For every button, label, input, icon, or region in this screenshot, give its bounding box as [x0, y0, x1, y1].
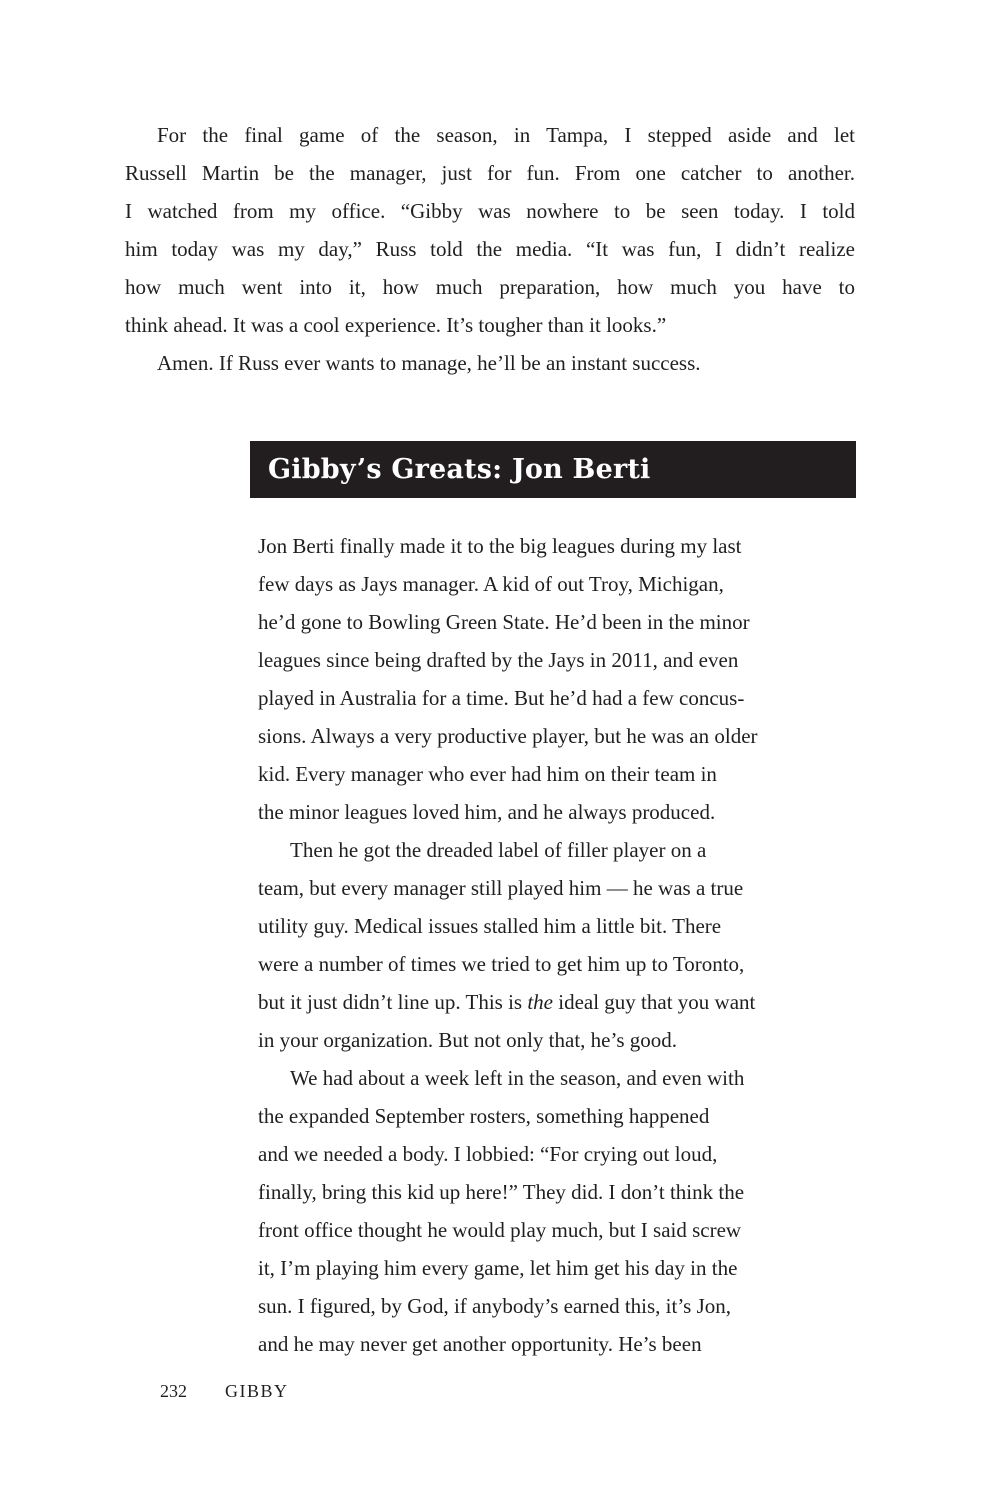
text-line: he’d gone to Bowling Green State. He’d been in the minor — [258, 610, 750, 634]
text-line: played in Australia for a time. But he’d had a few concus- — [258, 686, 745, 710]
text-line: him today was my day,” Russ told the media. “It was fun, I didn’t realize — [125, 237, 855, 261]
text-line: front office thought he would play much, but I said screw — [258, 1218, 742, 1242]
text-line: and he may never get another opportunity. He’s been — [258, 1332, 702, 1356]
text-line: kid. Every manager who ever had him on their team in — [258, 762, 717, 786]
text-line: how much went into it, how much preparation, how much you have to — [125, 275, 855, 299]
text-line: few days as Jays manager. A kid of out Troy, Michigan, — [258, 572, 724, 596]
text-line: I watched from my office. “Gibby was nowhere to be seen today. I told — [125, 199, 855, 223]
page-number: 232 — [160, 1381, 187, 1401]
text-line: Amen. If Russ ever wants to manage, he’ll be an instant success. — [157, 351, 701, 375]
text-line: For the final game of the season, in Tampa, I stepped aside and let — [157, 123, 855, 147]
text-line: and we needed a body. I lobbied: “For crying out loud, — [258, 1142, 718, 1166]
greats-paragraph-3 — [258, 1059, 898, 1363]
greats-paragraph-2 — [258, 831, 898, 1059]
book-title: GIBBY — [225, 1381, 289, 1401]
text-line: in your organization. But not only that, he’s good. — [258, 1028, 677, 1052]
text-line: leagues since being drafted by the Jays in 2011, and even — [258, 648, 739, 672]
text-line: finally, bring this kid up here!” They did. I don’t think the — [258, 1180, 745, 1204]
greats-text-block — [258, 527, 898, 1363]
text-line: We had about a week left in the season, and even with — [290, 1066, 745, 1090]
intro-paragraph-2 — [125, 344, 855, 382]
text-line: team, but every manager still played him — he was a true — [258, 876, 744, 900]
text-line: utility guy. Medical issues stalled him a little bit. There — [258, 914, 722, 938]
page-footer — [160, 1381, 289, 1402]
text-line: Russell Martin be the manager, just for fun. From one catcher to another. — [125, 161, 855, 185]
section-heading-banner — [250, 441, 856, 498]
section-heading: Gibby’s Greats: Jon Berti — [268, 454, 651, 485]
text-line: were a number of times we tried to get him up to Toronto, — [258, 952, 745, 976]
text-line: sions. Always a very productive player, but he was an older — [258, 724, 758, 748]
text-line: it, I’m playing him every game, let him get his day in the — [258, 1256, 738, 1280]
text-line: but it just didn’t line up. This is the ideal guy that you want — [258, 990, 756, 1014]
intro-paragraph-1 — [125, 116, 855, 344]
greats-paragraph-1 — [258, 527, 898, 831]
text-line: Jon Berti finally made it to the big leagues during my last — [258, 534, 742, 558]
text-line: the expanded September rosters, something happened — [258, 1104, 710, 1128]
intro-text-block — [125, 116, 855, 382]
text-line: Then he got the dreaded label of filler player on a — [290, 838, 707, 862]
text-line: sun. I figured, by God, if anybody’s earned this, it’s Jon, — [258, 1294, 732, 1318]
text-line: the minor leagues loved him, and he always produced. — [258, 800, 716, 824]
text-line: think ahead. It was a cool experience. It’s tougher than it looks.” — [125, 313, 667, 337]
